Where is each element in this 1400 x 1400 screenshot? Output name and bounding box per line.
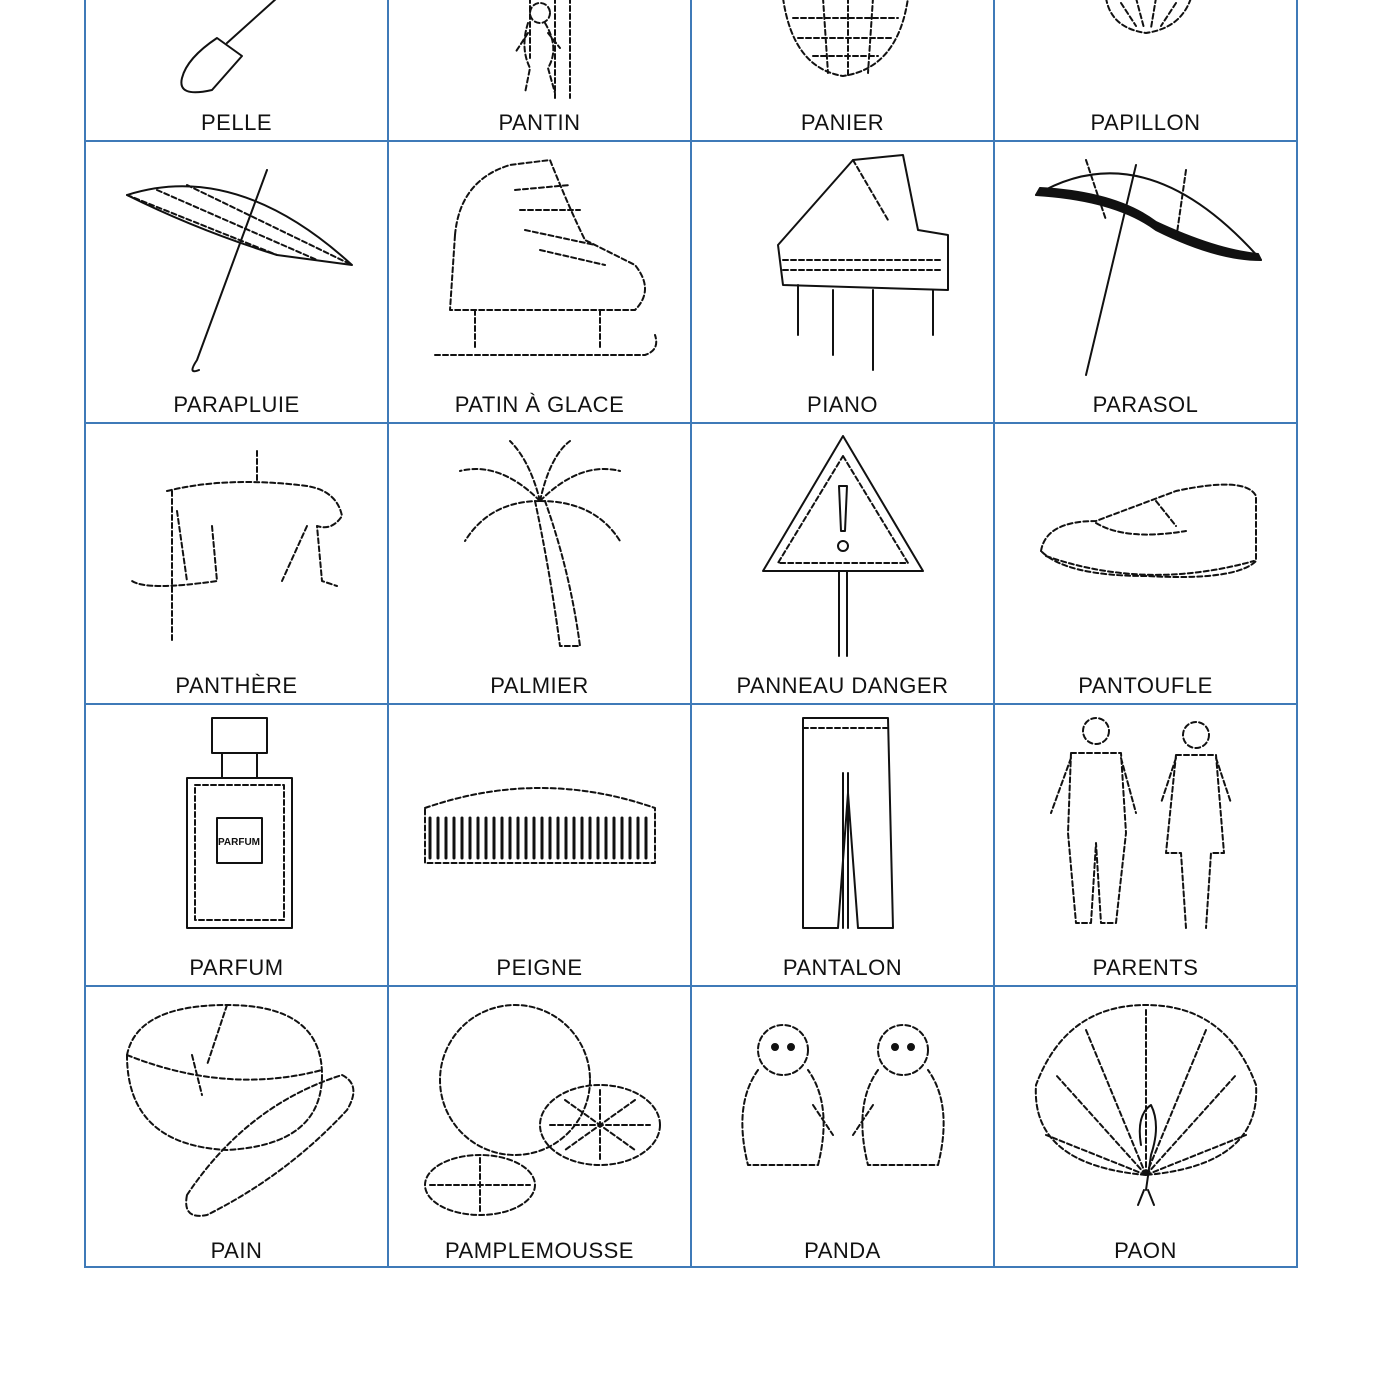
comb-icon	[420, 713, 660, 943]
shovel-icon	[117, 0, 357, 108]
card-label: PIANO	[807, 391, 878, 417]
umbrella-icon	[117, 150, 357, 380]
card-parasol	[995, 142, 1298, 424]
card-parfum	[86, 705, 389, 987]
vocabulary-grid	[84, 0, 1298, 1268]
card-label: PAIN	[210, 1238, 263, 1263]
card-panda	[692, 987, 995, 1269]
card-label: PANNEAU DANGER	[736, 673, 949, 698]
card-label: PANTHÈRE	[175, 673, 298, 698]
card-panier	[692, 0, 995, 142]
card-label: PEIGNE	[496, 954, 583, 980]
card-label: PARFUM	[189, 954, 284, 980]
card-label: PANTIN	[498, 110, 581, 135]
card-peigne	[389, 705, 692, 987]
card-label: PARAPLUIE	[173, 391, 300, 417]
card-parapluie	[86, 142, 389, 424]
panda-icon	[723, 995, 963, 1225]
palm-tree-icon	[420, 431, 660, 661]
card-pamplemousse	[389, 987, 692, 1269]
card-label: PATIN À GLACE	[454, 391, 625, 417]
peacock-icon	[1026, 995, 1266, 1225]
card-patin-a-glace	[389, 142, 692, 424]
card-label: PALMIER	[490, 673, 589, 698]
card-pantoufle	[995, 424, 1298, 706]
card-panthere	[86, 424, 389, 706]
card-label: PARASOL	[1092, 391, 1199, 417]
grapefruit-icon	[420, 995, 660, 1225]
card-piano	[692, 142, 995, 424]
card-label: PANTOUFLE	[1078, 673, 1213, 698]
basket-icon	[723, 0, 963, 108]
danger-sign-icon	[723, 431, 963, 661]
card-parents	[995, 705, 1298, 987]
parasol-icon	[1026, 150, 1266, 380]
piano-icon	[723, 150, 963, 380]
card-palmier	[389, 424, 692, 706]
card-label: PAMPLEMOUSSE	[445, 1238, 634, 1263]
card-papillon	[995, 0, 1298, 142]
card-label: PELLE	[201, 110, 272, 135]
card-label: PAON	[1114, 1238, 1177, 1263]
card-label: PANTALON	[782, 954, 903, 980]
puppet-icon	[420, 0, 660, 108]
trousers-icon	[723, 713, 963, 943]
card-pain	[86, 987, 389, 1269]
card-paon	[995, 987, 1298, 1269]
ice-skate-icon	[420, 150, 660, 380]
card-pantin	[389, 0, 692, 142]
bread-icon	[117, 995, 357, 1225]
slipper-icon	[1026, 431, 1266, 661]
butterfly-icon	[1026, 0, 1266, 108]
card-label: PARENTS	[1092, 954, 1199, 980]
bottle-text: PARFUM	[217, 836, 260, 848]
card-label: PAPILLON	[1090, 110, 1201, 135]
perfume-icon	[117, 713, 357, 943]
card-pelle	[86, 0, 389, 142]
card-label: PANIER	[800, 110, 885, 135]
card-pantalon	[692, 705, 995, 987]
card-panneau-danger	[692, 424, 995, 706]
card-label: PANDA	[804, 1238, 881, 1263]
panther-icon	[117, 431, 357, 661]
parents-icon	[1026, 713, 1266, 943]
